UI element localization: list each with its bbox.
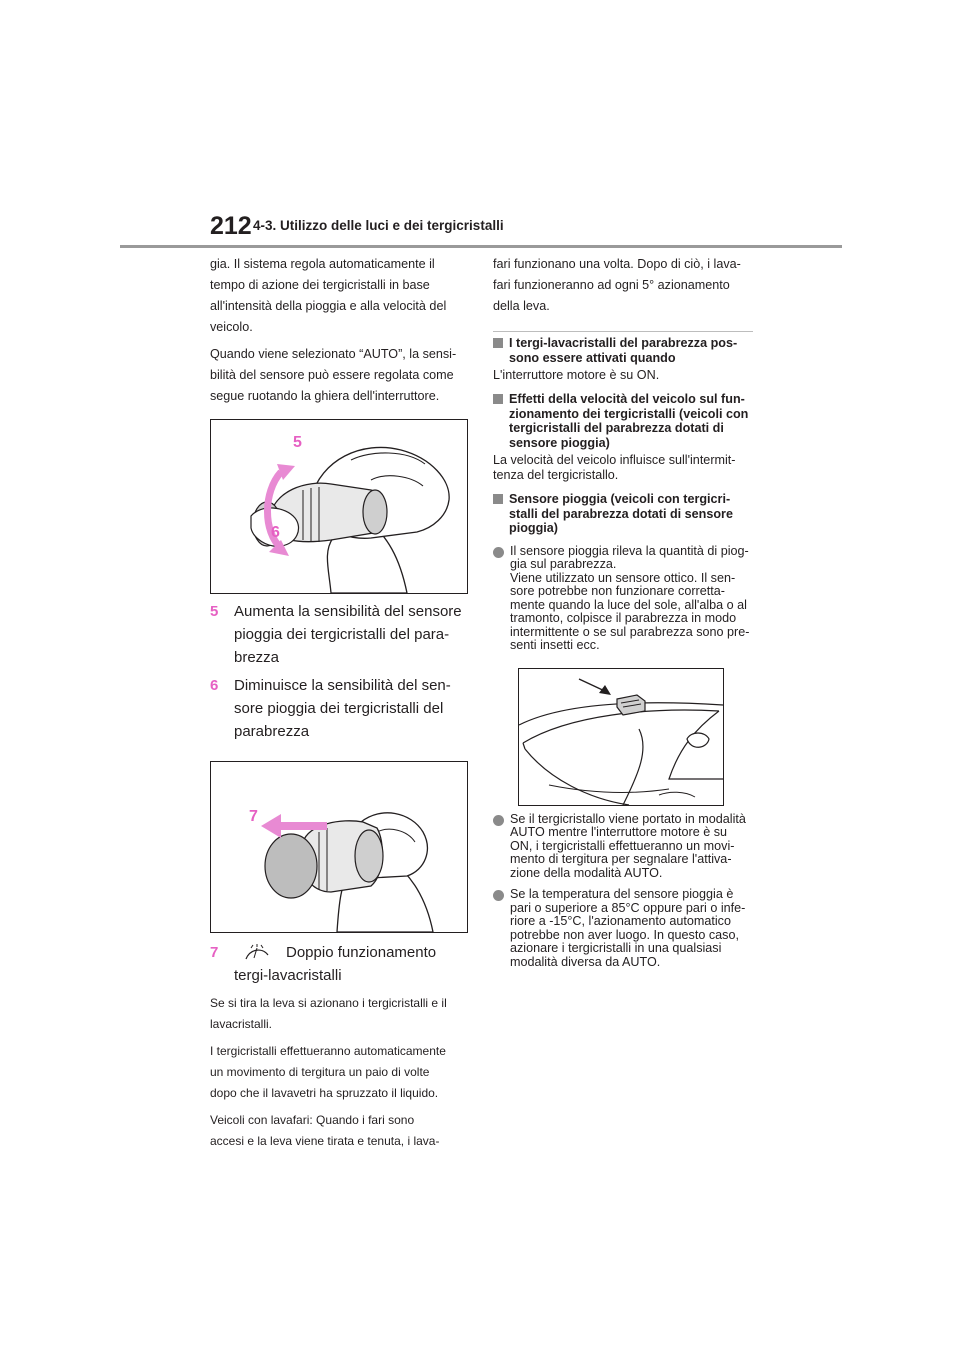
text-line: zione della modalità AUTO. (510, 865, 663, 880)
text-line: Quando viene selezionato “AUTO”, la sensi- (210, 347, 457, 361)
bullet-auto-mode (493, 813, 753, 881)
text-line: riore a -15°C, l'azionamento automatico (510, 914, 731, 928)
text-line: pioggia dei tergicristalli del para- (234, 626, 450, 643)
figure2-label-7: 7 (249, 808, 258, 825)
item-text (234, 600, 462, 669)
text-line: bilità del sensore può essere regolata come (210, 368, 454, 382)
auto-paragraph (210, 344, 470, 407)
item-number: 5 (210, 603, 219, 620)
text-line: fari funzioneranno ad ogni 5° azionamento (493, 278, 730, 292)
text-line: veicolo. (210, 320, 253, 334)
hand-pull-illustration (211, 762, 467, 932)
pull-paragraph (210, 993, 470, 1035)
text-line: AUTO mentre l'interruttore motore è su (510, 825, 728, 839)
continuation-paragraph (493, 254, 753, 317)
text-line: dopo che il lavavetri ha spruzzato il liquido. (210, 1086, 439, 1100)
text-line: ON, i tergicristalli effettueranno un movi- (510, 838, 735, 853)
text-line: La velocità del veicolo influisce sull'intermit- (493, 453, 736, 467)
heading-speed-effects (493, 392, 753, 450)
text-line: I tergi-lavacristalli del parabrezza pos- (509, 336, 738, 350)
text-line: Il sensore pioggia rileva la quantità di piog- (510, 543, 749, 558)
figure-rain-sensor-location (518, 668, 724, 806)
text-line: tenza del tergicristallo. (493, 468, 619, 482)
wipe-paragraph (210, 1041, 470, 1104)
text-line: stalli del parabrezza dotati di sensore (509, 506, 733, 521)
text-line: brezza (234, 649, 280, 666)
text-line: sore pioggia dei tergicristalli del (234, 700, 444, 717)
text-line: senti insetti ecc. (510, 638, 600, 652)
text-line: sensore pioggia) (509, 435, 610, 450)
text-line: Veicoli con lavafari: Quando i fari sono (210, 1113, 415, 1127)
text-line: zionamento dei tergicristalli (veicoli con (509, 406, 749, 421)
text-line: modalità diversa da AUTO. (510, 954, 661, 969)
text-line: tempo di azione dei tergicristalli in base (210, 278, 430, 292)
heading-rain-sensor (493, 492, 753, 536)
text-line: Se il tergicristallo viene portato in modalità (510, 811, 746, 826)
text-line: tergicristalli del parabrezza dotati di (509, 421, 724, 435)
text-line: intermittente o se sul parabrezza sono pre- (510, 624, 750, 639)
square-bullet-icon (493, 338, 503, 348)
text-line: sore potrebbe non funzionare corretta- (510, 584, 725, 598)
text-line: Se si tira la leva si azionano i tergicristalli e il (210, 996, 447, 1010)
text-line: potrebbe non aver luogo. In questo caso, (510, 927, 739, 942)
square-bullet-icon (493, 394, 503, 404)
text-line: un movimento di tergitura un paio di volte (210, 1065, 430, 1079)
item-5 (210, 600, 470, 669)
circle-bullet-icon (493, 547, 504, 558)
section-divider (493, 331, 753, 332)
washer-spray-icon (242, 943, 272, 963)
windshield-sensor-illustration (519, 669, 723, 805)
right-column (493, 254, 753, 969)
text-line: I tergicristalli effettueranno automaticamente (210, 1044, 446, 1058)
section-title: 4-3. Utilizzo delle luci e dei tergicristalli (253, 218, 504, 233)
text-line: Aumenta la sensibilità del sensore (234, 603, 462, 620)
text-line: sono essere attivati quando (509, 350, 676, 365)
text-line: Effetti della velocità del veicolo sul fun- (509, 392, 745, 406)
text-line: segue ruotando la ghiera dell'interruttore. (210, 389, 440, 403)
text-line: Se la temperatura del sensore pioggia è (510, 887, 734, 901)
circle-bullet-icon (493, 815, 504, 826)
text-line: lavacristalli. (210, 1017, 273, 1031)
text-line: fari funzionano una volta. Dopo di ciò, i lava- (493, 257, 741, 271)
heading-activation (493, 336, 753, 365)
item-number: 7 (210, 944, 219, 961)
page-number: 212 (210, 212, 252, 240)
text-line: Viene utilizzato un sensore ottico. Il sen- (510, 570, 736, 585)
text-line: Sensore pioggia (veicoli con tergicri- (509, 492, 731, 506)
figure1-label-6: 6 (271, 524, 280, 541)
text-line: tramonto, colpisce il parabrezza in modo (510, 611, 737, 625)
text-line: parabrezza (234, 723, 310, 740)
item-text (234, 674, 451, 743)
item-number: 6 (210, 677, 219, 694)
header-rule (120, 245, 842, 248)
text-line: pioggia) (509, 521, 558, 535)
text-line: accesi e la leva viene tirata e tenuta, i lava- (210, 1134, 440, 1148)
left-column (210, 254, 470, 1158)
text-line: della leva. (493, 299, 550, 313)
text-line: mente quando la luce del sole, all'alba o al (510, 597, 747, 612)
item-7 (210, 941, 470, 987)
figure1-label-5: 5 (293, 434, 302, 451)
square-bullet-icon (493, 494, 503, 504)
headlamp-paragraph (210, 1110, 470, 1152)
text-line: Doppio funzionamento (286, 944, 437, 961)
text-line: all'intensità della pioggia e alla velocità del (210, 299, 447, 313)
text-line: gia sul parabrezza. (510, 557, 617, 571)
text-line: azionare i tergicristalli in una qualsiasi (510, 941, 722, 955)
text-line: mento di tergitura per segnalare l'attiva- (510, 852, 732, 866)
item-6 (210, 674, 470, 743)
activation-body (493, 368, 753, 383)
figure-pull-lever (210, 761, 468, 933)
bullet-temperature (493, 888, 753, 969)
text-line: L'interruttore motore è su ON. (493, 368, 660, 382)
circle-bullet-icon (493, 890, 504, 901)
figure-sensitivity-ring (210, 419, 468, 594)
text-line: gia. Il sistema regola automaticamente il (210, 257, 435, 271)
text-line: tergi-lavacristalli (234, 967, 342, 984)
speed-effects-body (493, 453, 753, 483)
hand-switch-illustration (211, 420, 467, 593)
intro-paragraph (210, 254, 470, 338)
text-line: pari o superiore a 85°C oppure pari o infe- (510, 900, 746, 915)
item-text (234, 941, 436, 987)
text-line: Diminuisce la sensibilità del sen- (234, 677, 451, 694)
bullet-rain-sensor-detection (493, 545, 753, 653)
